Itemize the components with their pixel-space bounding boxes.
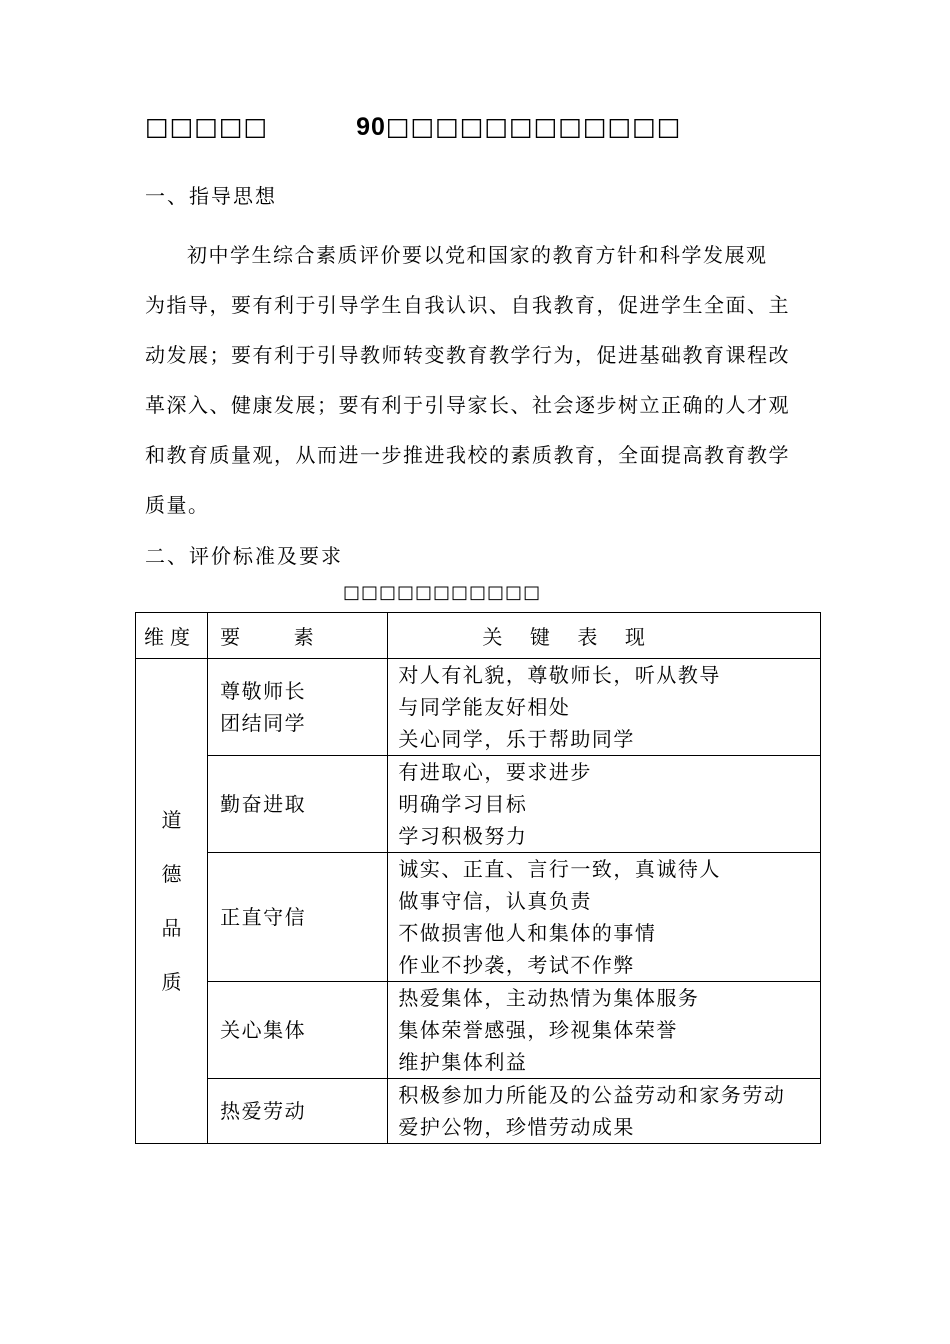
element-cell: 尊敬师长 团结同学 (208, 659, 388, 756)
header-key-performance: 关 键 表 现 (388, 613, 821, 659)
performance-cell: 诚实、正直、言行一致，真诚待人 做事守信，认真负责 不做损害他人和集体的事情 作业不抄袭，考试不作弊 (388, 853, 821, 982)
dimension-cell-moral-quality: 道 德 品 质 (136, 659, 208, 1144)
table-row (136, 853, 821, 982)
evaluation-table (135, 612, 821, 1144)
table-row (136, 756, 821, 853)
guiding-thought-paragraph (145, 230, 810, 530)
element-cell: 勤奋进取 (208, 756, 388, 853)
paragraph-line: 为指导，要有利于引导学生自我认识、自我教育，促进学生全面、主 (145, 293, 790, 317)
section-heading-guiding-thought: 一、指导思想 (145, 184, 277, 208)
table-row (136, 982, 821, 1079)
paragraph-line: 革深入、健康发展；要有利于引导家长、社会逐步树立正确的人才观 (145, 393, 790, 417)
element-cell: 关心集体 (208, 982, 388, 1079)
paragraph-line: 和教育质量观，从而进一步推进我校的素质教育，全面提高教育教学 (145, 443, 790, 467)
paragraph-line: 动发展；要有利于引导教师转变教育教学行为，促进基础教育课程改 (145, 343, 790, 367)
table-row (136, 1079, 821, 1144)
header-dimension: 维度 (136, 613, 208, 659)
performance-cell: 积极参加力所能及的公益劳动和家务劳动 爱护公物，珍惜劳动成果 (388, 1079, 821, 1144)
performance-cell: 热爱集体，主动热情为集体服务 集体荣誉感强，珍视集体荣誉 维护集体利益 (388, 982, 821, 1079)
performance-cell: 有进取心，要求进步 明确学习目标 学习积极努力 (388, 756, 821, 853)
section-heading-evaluation-standards: 二、评价标准及要求 (145, 544, 343, 568)
performance-cell: 对人有礼貌，尊敬师长，听从教导 与同学能友好相处 关心同学，乐于帮助同学 (388, 659, 821, 756)
document-title (145, 112, 681, 142)
header-element: 要 素 (208, 613, 388, 659)
table-caption: □□□□□□□□□□□ (343, 582, 542, 603)
title-prefix: □□□□□ (145, 112, 269, 141)
paragraph-line: 初中学生综合素质评价要以党和国家的教育方针和科学发展观 (187, 243, 768, 267)
table-header-row (136, 613, 821, 659)
element-cell: 热爱劳动 (208, 1079, 388, 1144)
title-number: 90 (356, 113, 386, 141)
table-row (136, 659, 821, 756)
title-suffix: □□□□□□□□□□□□ (385, 112, 682, 141)
paragraph-line: 质量。 (145, 493, 210, 517)
element-cell: 正直守信 (208, 853, 388, 982)
